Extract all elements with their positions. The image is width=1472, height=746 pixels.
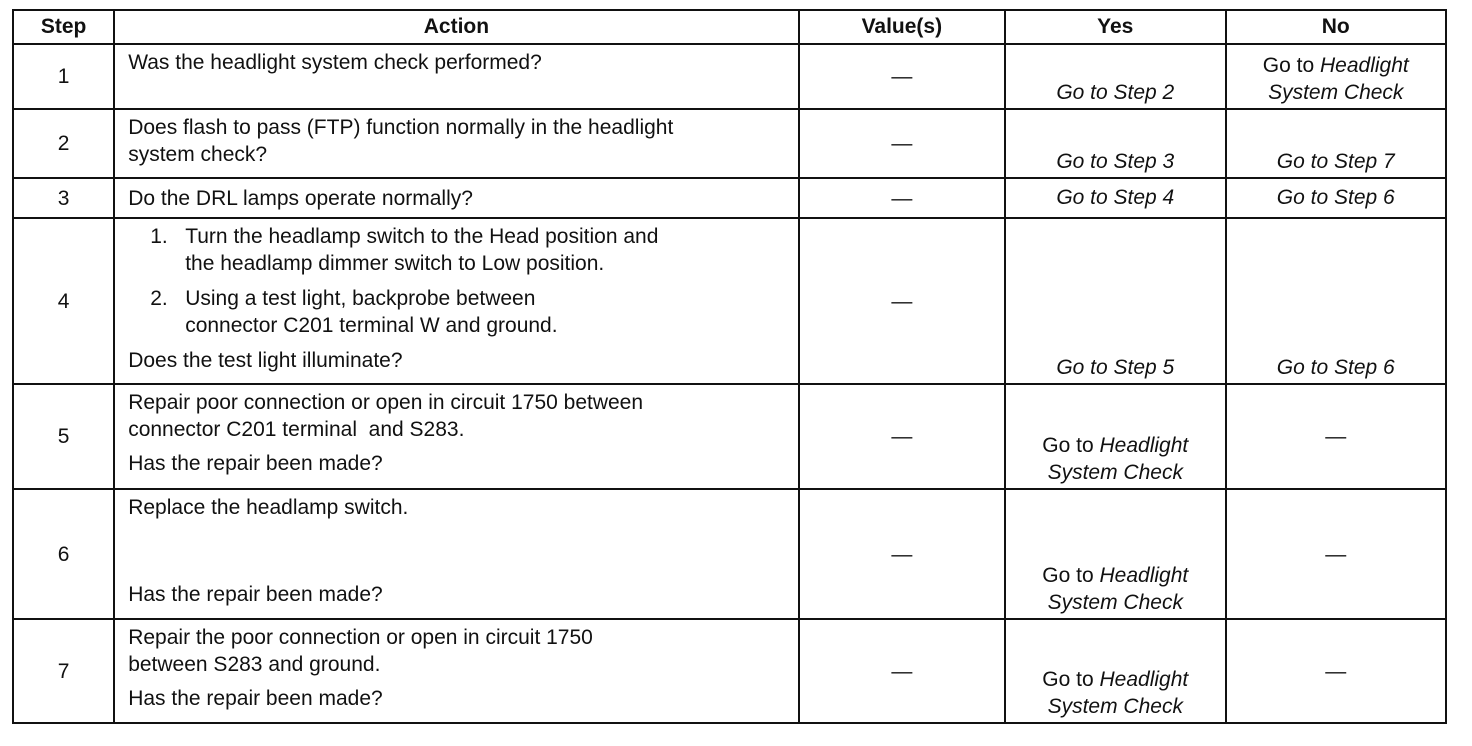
header-values: Value(s) — [799, 10, 1005, 44]
no-goto-prefix: Go to — [1262, 54, 1320, 77]
action-text: Do the DRL lamps operate normally? — [128, 186, 473, 210]
list-item-text: the headlamp dimmer switch to Low position. — [185, 252, 605, 275]
yes-goto-link[interactable]: Headlight — [1099, 564, 1189, 587]
list-item — [128, 223, 787, 277]
diagnostic-table — [12, 9, 1447, 724]
value-dash: — — [799, 218, 1005, 384]
step-number: 7 — [13, 619, 114, 723]
step-number: 5 — [13, 384, 114, 489]
value-dash: — — [799, 619, 1005, 723]
action-cell — [114, 44, 798, 109]
no-cell — [1226, 218, 1447, 384]
yes-goto-prefix: Go to — [1042, 668, 1100, 691]
yes-cell — [1005, 384, 1225, 489]
list-item-number: 1. — [150, 225, 168, 248]
action-text: Repair the poor connection or open in circuit 1750 — [128, 626, 593, 649]
no-goto-link[interactable]: Go to Step 7 — [1276, 150, 1395, 173]
yes-cell — [1005, 109, 1225, 178]
action-cell — [114, 178, 798, 218]
action-cell — [114, 489, 798, 619]
yes-goto-link[interactable]: Headlight — [1099, 668, 1189, 691]
table-row — [13, 178, 1446, 218]
action-text: Does flash to pass (FTP) function normally in the headlight — [128, 116, 674, 139]
header-no: No — [1226, 10, 1447, 44]
yes-goto-prefix: Go to — [1042, 434, 1100, 457]
value-dash: — — [799, 178, 1005, 218]
yes-cell — [1005, 489, 1225, 619]
no-dash: — — [1226, 384, 1447, 489]
step-number: 3 — [13, 178, 114, 218]
action-cell — [114, 619, 798, 723]
yes-goto-link-line2[interactable]: System Check — [1047, 591, 1183, 614]
list-item-text: Using a test light, backprobe between — [185, 287, 536, 310]
table-row — [13, 384, 1446, 489]
action-text: system check? — [128, 143, 268, 166]
table-row — [13, 44, 1446, 109]
value-dash: — — [799, 384, 1005, 489]
no-dash: — — [1226, 489, 1447, 619]
action-question: Has the repair been made? — [128, 452, 383, 475]
no-cell — [1226, 44, 1447, 109]
table-row — [13, 489, 1446, 619]
action-text: Repair poor connection or open in circuit 1750 between — [128, 391, 644, 414]
action-steps-list — [128, 223, 787, 339]
yes-goto-link-line2[interactable]: System Check — [1047, 461, 1183, 484]
step-number: 1 — [13, 44, 114, 109]
step-number: 2 — [13, 109, 114, 178]
action-question: Does the test light illuminate? — [128, 349, 403, 372]
yes-goto-link[interactable]: Go to Step 2 — [1056, 81, 1175, 104]
step-number: 4 — [13, 218, 114, 384]
action-question: Has the repair been made? — [128, 687, 383, 710]
step-number: 6 — [13, 489, 114, 619]
no-goto-link[interactable]: Headlight — [1319, 54, 1409, 77]
header-step: Step — [13, 10, 114, 44]
yes-cell — [1005, 218, 1225, 384]
yes-goto-link[interactable]: Go to Step 3 — [1056, 150, 1175, 173]
table-row — [13, 109, 1446, 178]
header-yes: Yes — [1005, 10, 1225, 44]
action-text: between S283 and ground. — [128, 653, 381, 676]
action-text: Was the headlight system check performed? — [128, 51, 542, 74]
action-cell — [114, 218, 798, 384]
header-row — [13, 10, 1446, 44]
no-cell — [1226, 178, 1447, 218]
action-cell — [114, 384, 798, 489]
action-text: connector C201 terminal and S283. — [128, 418, 465, 441]
no-goto-link[interactable]: Go to Step 6 — [1276, 356, 1395, 379]
list-item — [128, 285, 787, 339]
yes-goto-link-line2[interactable]: System Check — [1047, 695, 1183, 718]
header-action: Action — [114, 10, 798, 44]
table-row — [13, 218, 1446, 384]
yes-goto-link[interactable]: Headlight — [1099, 434, 1189, 457]
action-text: Replace the headlamp switch. — [128, 496, 409, 519]
yes-goto-link[interactable]: Go to Step 4 — [1056, 185, 1175, 209]
no-goto-link[interactable]: Go to Step 6 — [1276, 185, 1395, 209]
yes-goto-prefix: Go to — [1042, 564, 1100, 587]
yes-cell — [1005, 44, 1225, 109]
action-question: Has the repair been made? — [128, 583, 383, 606]
list-item-text: connector C201 terminal W and ground. — [185, 314, 558, 337]
no-dash: — — [1226, 619, 1447, 723]
list-item-text: Turn the headlamp switch to the Head position and — [185, 225, 659, 248]
value-dash: — — [799, 489, 1005, 619]
value-dash: — — [799, 109, 1005, 178]
action-cell — [114, 109, 798, 178]
list-item-number: 2. — [150, 287, 168, 310]
yes-cell — [1005, 619, 1225, 723]
yes-goto-link[interactable]: Go to Step 5 — [1056, 356, 1175, 379]
no-cell — [1226, 109, 1447, 178]
yes-cell — [1005, 178, 1225, 218]
table-row — [13, 619, 1446, 723]
no-goto-link-line2[interactable]: System Check — [1268, 81, 1404, 104]
value-dash: — — [799, 44, 1005, 109]
